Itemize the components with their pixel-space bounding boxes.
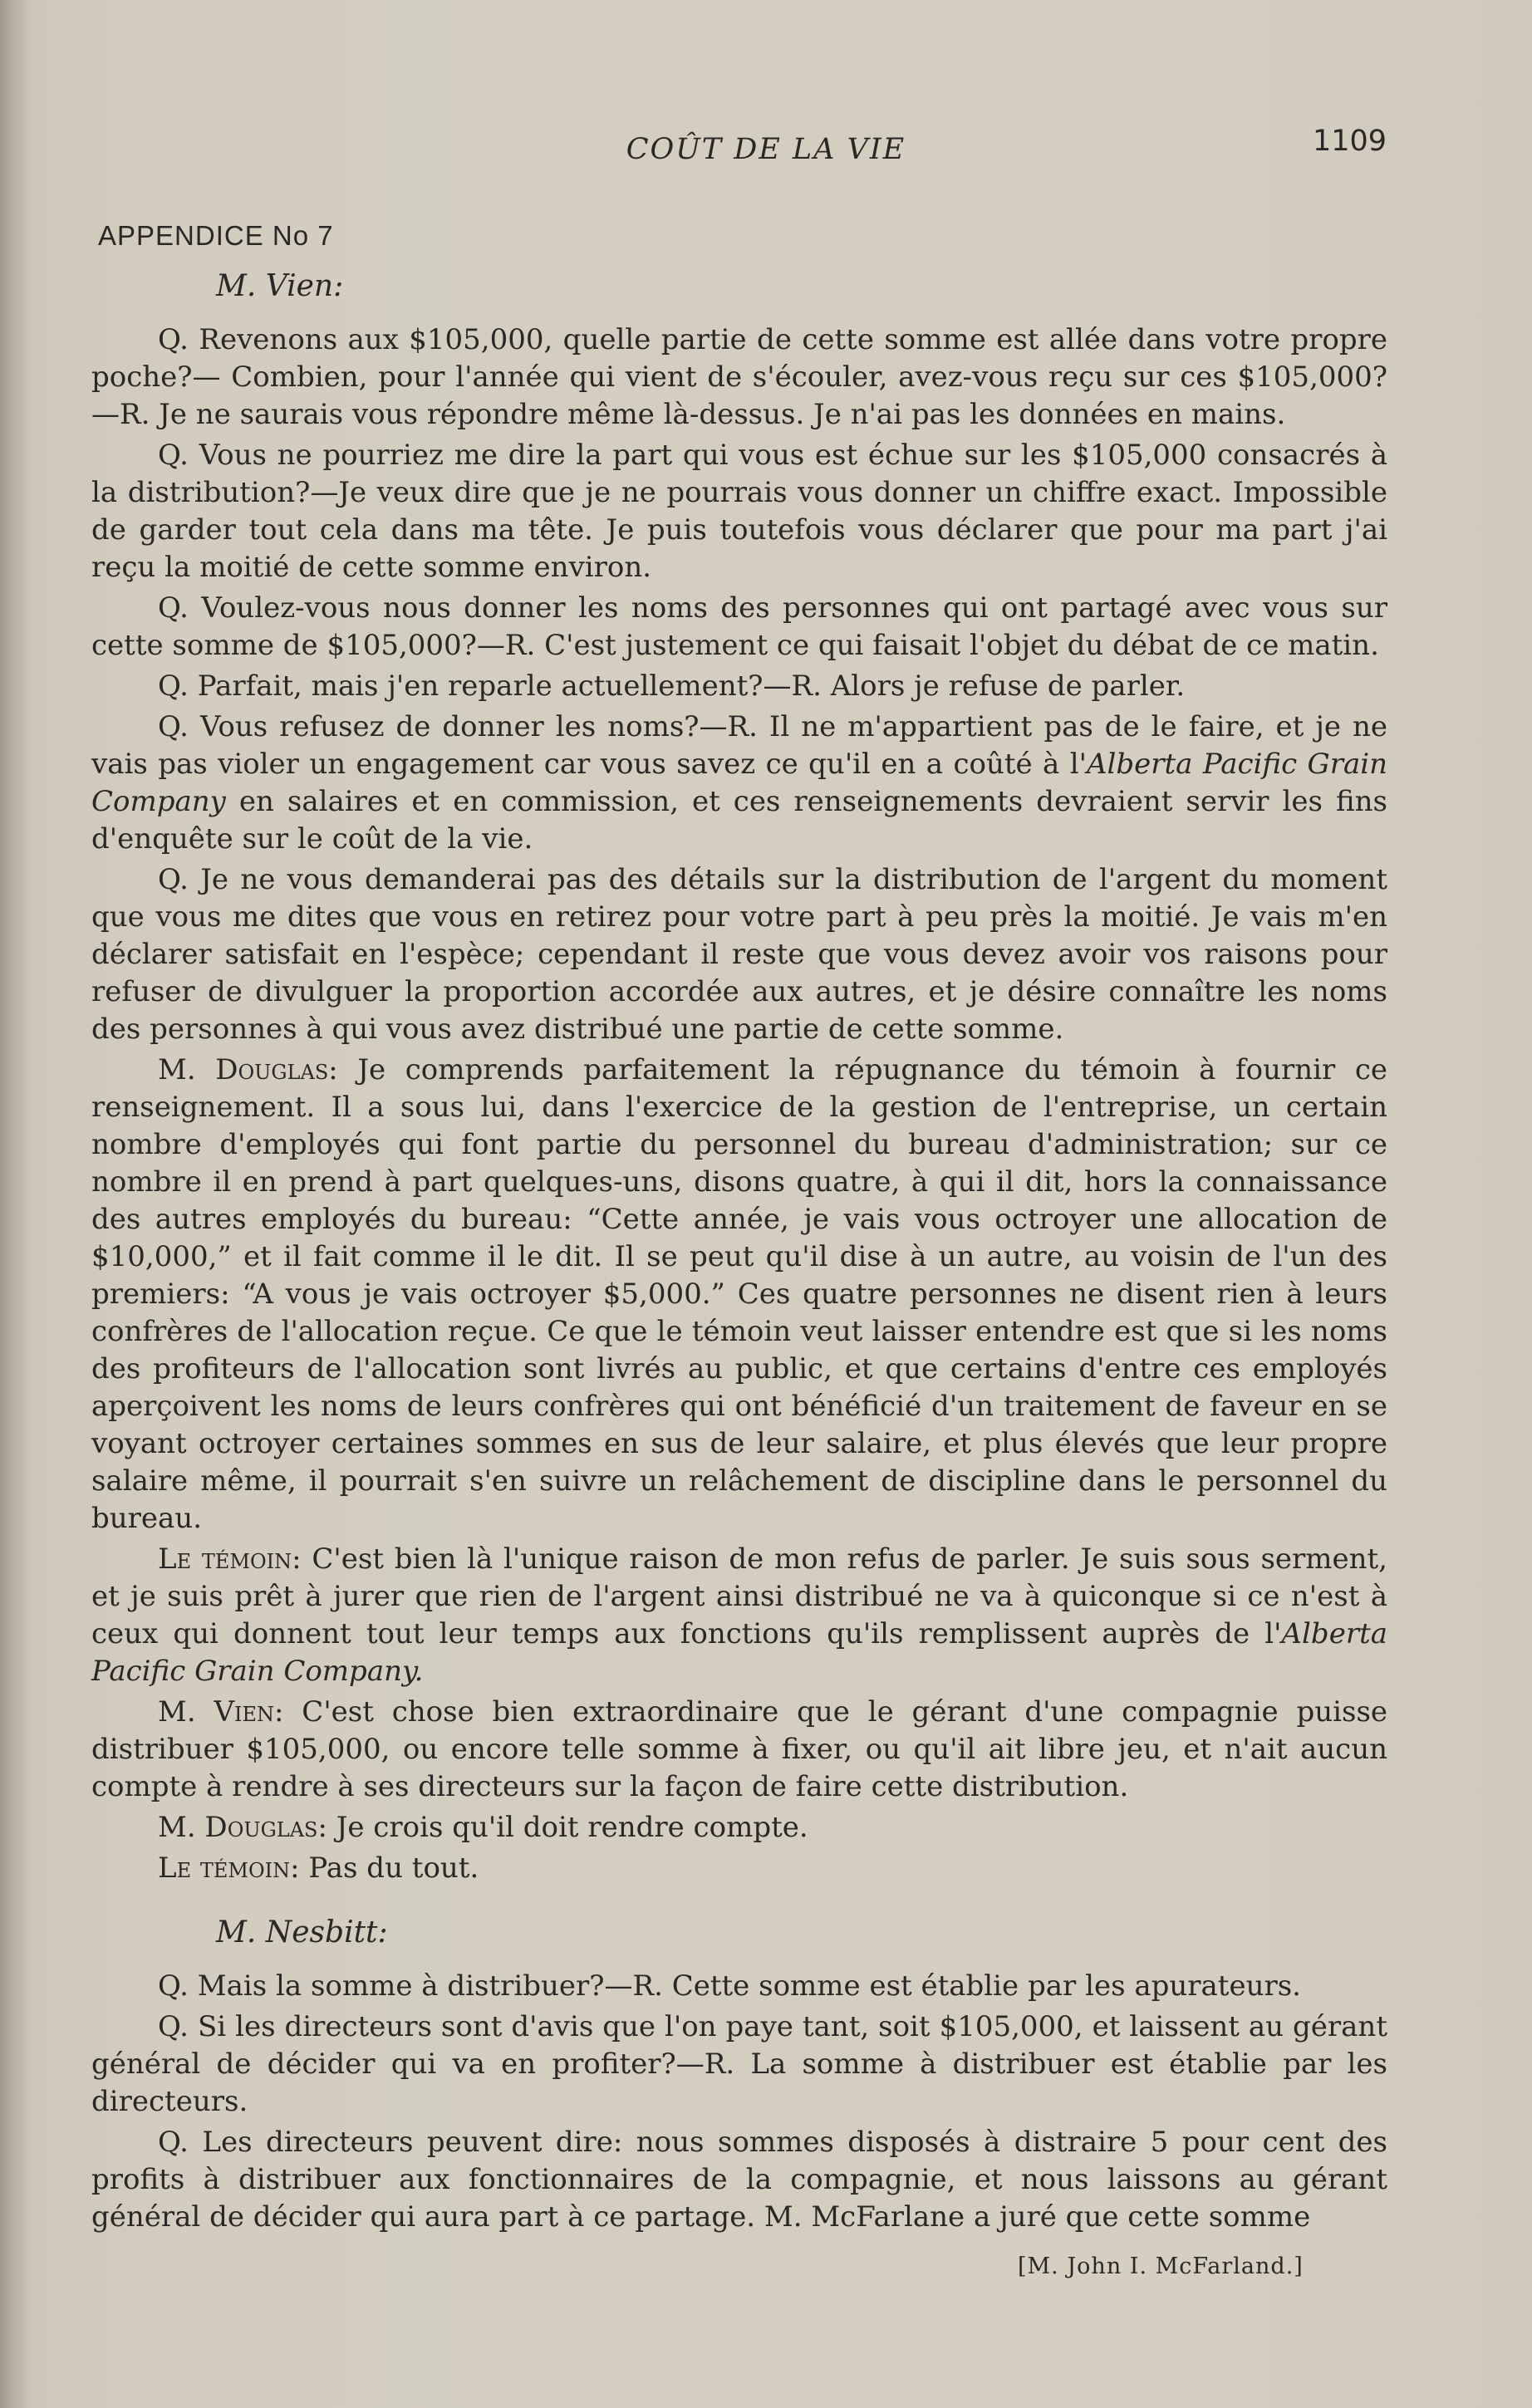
paragraph: Q. Les directeurs peuvent dire: nous sommes disposés à distraire 5 pour cent des profits à distribuer aux fonctionnaires de la compagnie, et nous laissons au gérant général de décider qui aura part à ce partage. M. McFarlane a juré que cette somme (91, 2126, 1387, 2234)
paragraph (91, 1052, 1387, 1537)
paragraph (91, 1541, 1387, 1690)
speaker-heading: M. Vien: (216, 269, 344, 303)
paragraph: Q. Si les directeurs sont d'avis que l'on paye tant, soit $105,000, et laissent au gérant général de décider qui va en profiter?—R. La somme à distribuer est établie par les directeurs. (91, 2010, 1387, 2118)
paragraph-text: : C'est chose bien extraordinaire que le gérant d'une compagnie puisse distribuer $105,000, ou encore telle somme à fixer, ou qu'il ait libre jeu, et n'ait aucun compte à rendre à ses directeurs sur la façon de faire cette distribution. (91, 1695, 1388, 1803)
speaker-name: M. Vien (158, 1695, 275, 1729)
speaker-name: M. Douglas (158, 1053, 329, 1086)
paragraph (91, 709, 1387, 858)
appendix-label: APPENDICE No 7 (98, 220, 334, 251)
speaker-name: Le témoin (158, 1542, 292, 1576)
speaker-name: M. Douglas (158, 1811, 318, 1844)
paragraph (91, 1850, 1387, 1887)
body-text (91, 267, 1387, 2239)
paragraph (91, 1694, 1387, 1806)
section-gap (91, 1891, 1387, 1914)
paragraph-text: : Pas du tout. (290, 1851, 479, 1885)
paragraph: Q. Vous ne pourriez me dire la part qui vous est échue sur les $105,000 consacrés à la distribution?—Je veux dire que je ne pourrais vous donner un chiffre exact. Impossible de garder tout cela dans ma tête. Je puis toutefois vous déclarer que pour ma part j'ai reçu la moitié de cette somme environ. (91, 439, 1387, 584)
footer-attribution: [M. John I. McFarland.] (1018, 2254, 1304, 2279)
paragraph (91, 1809, 1387, 1846)
company-name: Alberta Pacific Grain Company. (91, 1617, 1387, 1688)
paragraph: Q. Mais la somme à distribuer?—R. Cette somme est établie par les apurateurs. (158, 1969, 1301, 2003)
speaker-heading: M. Nesbitt: (216, 1915, 388, 1949)
paragraph-text: : Je comprends parfaitement la répugnance du témoin à fournir ce renseignement. Il a sous lui, dans l'exercice de la gestion de l'entreprise, un certain nombre d'employés qui font partie du personnel du bureau d'administration; sur ce nombre il en prend à part quelques-uns, disons quatre, à qui il dit, hors la connaissance des autres employés du bureau: “Cette année, je vais vous octroyer une allocation de $10,000,” et il fait comme il le dit. Il se peut qu'il dise à un autre, au voisin de l'un des premiers: “A vous je vais octroyer $5,000.” Ces quatre personnes ne disent rien à leurs confrères de l'allocation reçue. Ce que le témoin veut laisser entendre est que si les noms des profiteurs de l'allocation sont livrés au public, et que certains d'entre ces employés aperçoivent les noms de leurs confrères qui ont bénéficié d'un traitement de faveur en se voyant octroyer certaines sommes en sus de leur salaire, et plus élevés que leur propre salaire même, il pourrait s'en suivre un relâchement de discipline dans le personnel du bureau. (91, 1053, 1387, 1535)
page-number: 1109 (1313, 125, 1387, 158)
paragraph-text: : C'est bien là l'unique raison de mon refus de parler. Je suis sous serment, et je suis prêt à jurer que rien de l'argent ainsi distribué ne va à quiconque si ce n'est à ceux qui donnent tout leur temps aux fonctions qu'ils remplissent auprès de l' (91, 1542, 1387, 1650)
company-name: Alberta Pacific Grain Company (91, 748, 1387, 818)
paragraph-text: Q. Vous refusez de donner les noms?—R. Il ne m'appartient pas de le faire, et je ne vais pas violer un engagement car vous savez ce qu'il en a coûté à l' (91, 710, 1387, 781)
paragraph: Q. Je ne vous demanderai pas des détails sur la distribution de l'argent du moment que vous me dites que vous en retirez pour votre part à peu près la moitié. Je vais m'en déclarer satisfait en l'espèce; cependant il reste que vous devez avoir vos raisons pour refuser de divulguer la proportion accordée aux autres, et je désire connaître les noms des personnes à qui vous avez distribué une partie de cette somme. (91, 863, 1387, 1046)
speaker-name: Le témoin (158, 1851, 291, 1885)
running-header-title: COÛT DE LA VIE (626, 133, 906, 166)
paragraph-text: en salaires et en commission, et ces renseignements devraient servir les fins d'enquête sur le coût de la vie. (91, 785, 1387, 856)
paragraph: Q. Revenons aux $105,000, quelle partie de cette somme est allée dans votre propre poche?— Combien, pour l'année qui vient de s'écouler, avez-vous reçu sur ces $105,000?—R. Je ne saurais vous répondre même là-dessus. Je n'ai pas les données en mains. (91, 323, 1387, 431)
paragraph: Q. Voulez-vous nous donner les noms des personnes qui ont partagé avec vous sur cette somme de $105,000?—R. C'est justement ce qui faisait l'objet du débat de ce matin. (91, 591, 1387, 662)
paragraph: Q. Parfait, mais j'en reparle actuellement?—R. Alors je refuse de parler. (158, 669, 1186, 703)
paragraph-text: : Je crois qu'il doit rendre compte. (317, 1811, 808, 1844)
